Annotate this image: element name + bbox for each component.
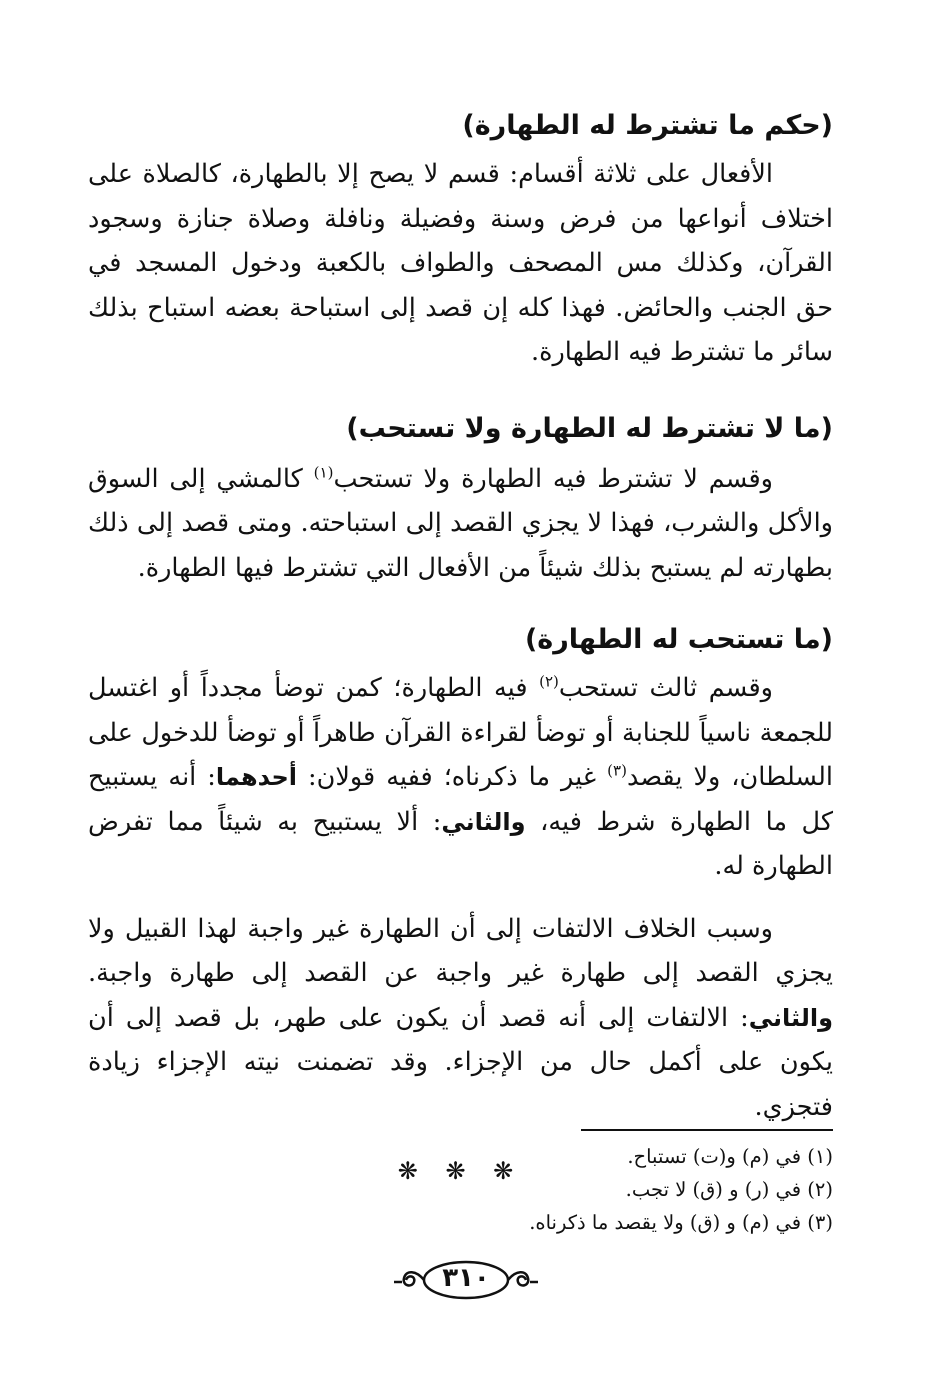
section-heading-not-required: (ما لا تشترط له الطهارة ولا تستحب) [346,412,833,444]
paragraph-text: : الالتفات إلى أنه قصد أن يكون على طهر، بل قصد إلى أن يكون على أكمل حال من الإجزاء. وقد تضمنت نيته الإجزاء زيادة فتجزي. [88,1002,833,1122]
paragraph-text: : ألا يستبيح به شيئاً مما تفرض الطهارة له. [88,806,833,881]
paragraph-text: الأفعال على ثلاثة أقسام: قسم لا يصح إلا بالطهارة، كالصلاة على اختلاف أنواعها من فرض وسنة وفضيلة ونافلة وصلاة جنازة وسجود القرآن، وكذلك مس المصحف والطواف بالكعبة ودخول المسجد في حق الجنب والحائض. فهذا كله إن قصد إلى استباحة بعضه استباح بذلك سائر ما تشترط فيه الطهارة. [88,159,833,367]
section-heading-purification-conditions: (حكم ما تشترط له الطهارة) [462,110,833,141]
footnote-ref: (٣) [607,761,627,780]
section-paragraph [88,666,833,889]
footnote-item: (١) في (م) و(ت) تستباح. [627,1145,833,1168]
page-body [88,100,833,1185]
footnote-ref: (١) [313,463,334,481]
footnote-item: (٢) في (ر) و (ق) لا تجب. [625,1178,833,1201]
paragraph-text: : أنه يستبيح كل ما الطهارة شرط فيه، [88,762,834,837]
section-heading-recommended: (ما تستحب له الطهارة) [524,624,833,655]
section-paragraph [88,457,833,591]
section-separator: ❋ ❋ ❋ [397,1157,524,1185]
footnotes [529,1140,833,1239]
paragraph-text: كالمشي إلى السوق والأكل والشرب، فهذا لا يجزي القصد إلى استباحته. ومتى قصد إلى ذلك بطهارته لم يستبح بذلك شيئاً من الأفعال التي تشترط فيها الطهارة. [88,463,833,583]
page-number [392,1258,540,1302]
bold-term: أحدهما [215,763,297,791]
footnote-item: (٣) في (م) و (ق) ولا يقصد ما ذكرناه. [529,1211,833,1234]
paragraph-text: غير ما ذكرناه؛ ففيه قولان: [297,762,608,792]
paragraph-text: وقسم ثالث تستحب [558,673,773,703]
bold-term: والثاني [748,1003,833,1032]
footnote-divider [581,1129,833,1131]
footnote-ref: (٢) [539,672,559,691]
section-paragraph [88,907,833,1130]
bold-term: والثاني [441,807,526,836]
paragraph-text: وسبب الخلاف الالتفات إلى أن الطهارة غير واجبة لهذا القبيل ولا يجزي القصد إلى طهارة غير واجبة عن القصد إلى طهارة واجبة. [88,913,833,988]
paragraph-text: وقسم لا تشترط فيه الطهارة ولا تستحب [333,463,773,494]
page-number-text: ٣١٠ [442,1263,490,1293]
paragraph-text: فيه الطهارة؛ كمن توضأ مجدداً أو اغتسل للجمعة ناسياً للجنابة أو توضأ لقراءة القرآن طاهراً أو توضأ للدخول على السلطان، ولا يقصد [88,673,833,792]
section-paragraph [88,152,833,375]
